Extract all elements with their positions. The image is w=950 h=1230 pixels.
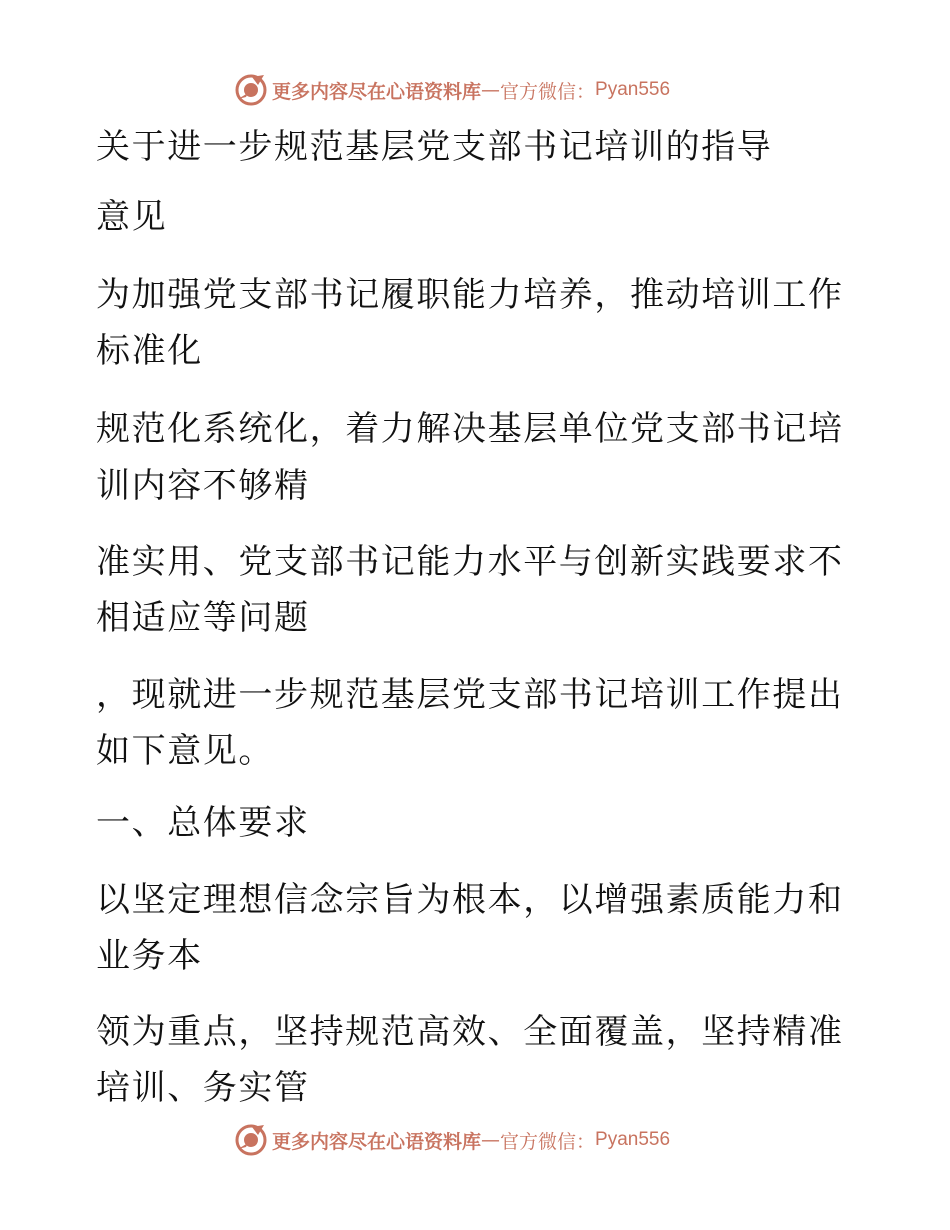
footer-banner	[234, 1120, 670, 1160]
banner-wechat-id: Pyan556	[595, 1129, 671, 1150]
text-line: 领为重点，坚持规范高效、全面覆盖，坚持精准	[96, 1012, 844, 1052]
text-line: ，现就进一步规范基层党支部书记培训工作提出	[96, 675, 844, 715]
text-line: 如下意见。	[96, 731, 274, 771]
text-line: 规范化系统化，着力解决基层单位党支部书记培	[96, 409, 844, 449]
banner-sub-text: 官方微信：	[500, 1130, 596, 1153]
banner-sub-text: 官方微信：	[500, 80, 596, 103]
banner-dash: —	[481, 79, 501, 101]
text-line: 准实用、党支部书记能力水平与创新实践要求不	[96, 542, 844, 582]
text-line: 以坚定理想信念宗旨为根本，以增强素质能力和	[96, 880, 844, 920]
text-line: 意见	[96, 197, 168, 237]
header-banner	[234, 70, 670, 110]
text-line: 训内容不够精	[96, 466, 310, 506]
text-line: 标准化	[96, 331, 203, 371]
banner-dash: —	[481, 1129, 501, 1151]
section-heading: 一、总体要求	[96, 803, 310, 843]
banner-main-text: 更多内容尽在心语资料库	[272, 1130, 482, 1153]
text-line: 为加强党支部书记履职能力培养，推动培训工作	[96, 275, 844, 315]
text-line: 相适应等问题	[96, 598, 310, 638]
logo-icon	[234, 1123, 268, 1157]
text-line: 业务本	[96, 936, 203, 976]
text-line: 关于进一步规范基层党支部书记培训的指导	[96, 127, 773, 167]
banner-main-text: 更多内容尽在心语资料库	[272, 80, 482, 103]
text-line: 培训、务实管	[96, 1068, 310, 1108]
logo-icon	[234, 73, 268, 107]
banner-wechat-id: Pyan556	[595, 79, 671, 100]
